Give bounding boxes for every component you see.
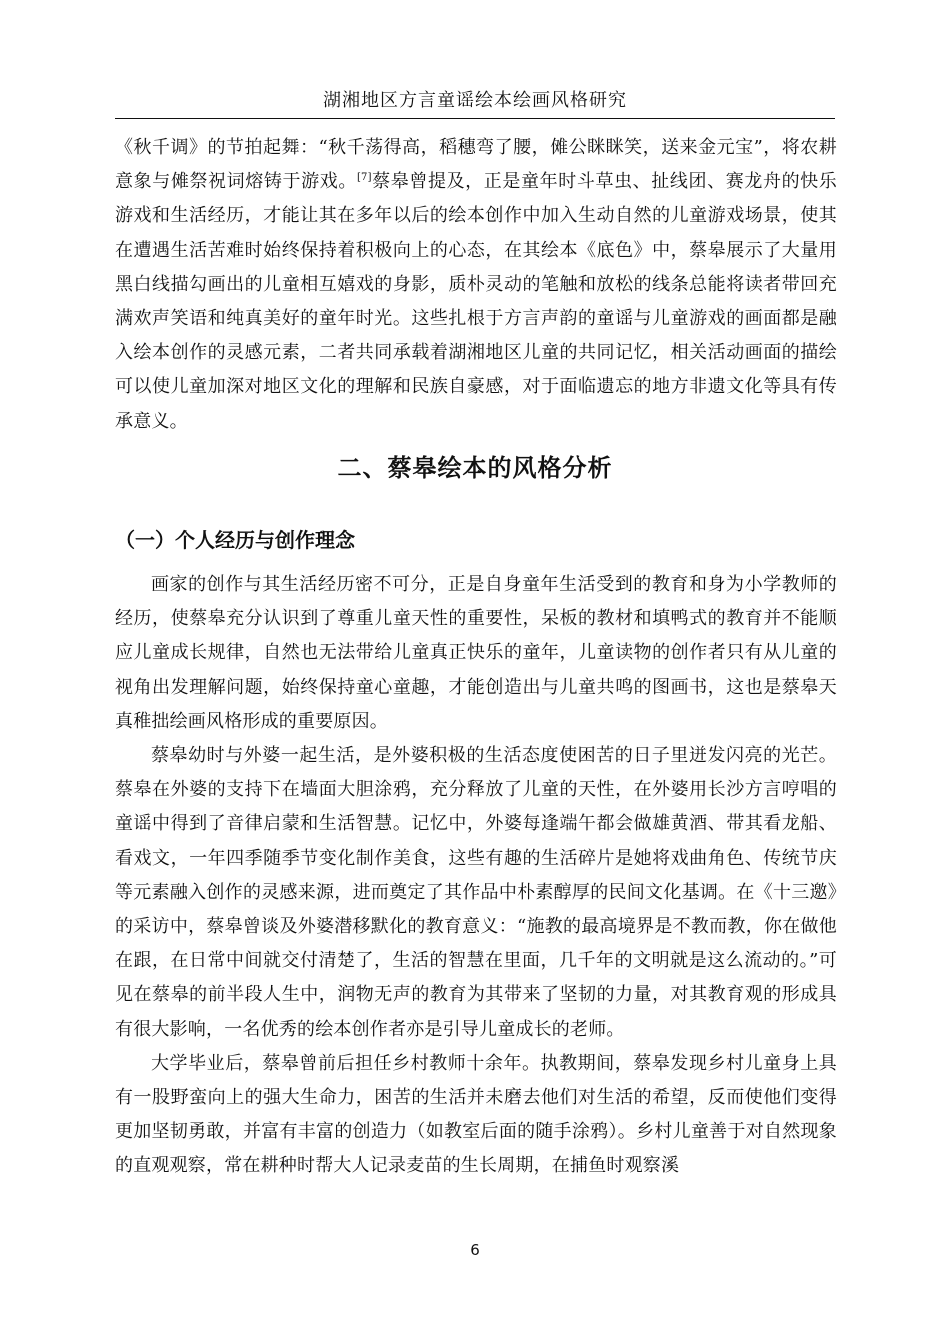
citation-marker[interactable]: [7] xyxy=(356,172,372,184)
subsection-heading: （一）个人经历与创作理念 xyxy=(115,528,355,552)
page-number: 6 xyxy=(470,1241,480,1259)
section-body xyxy=(115,568,837,1184)
intro-paragraph xyxy=(115,131,837,439)
body-paragraph: 大学毕业后，蔡皋曾前后担任乡村教师十余年。执教期间，蔡皋发现乡村儿童身上具有一股野蛮向上的强大生命力，困苦的生活并未磨去他们对生活的希望，反而使他们变得更加坚韧勇敢，并富有丰富的创造力（如教室后面的随手涂鸦）。乡村儿童善于对自然现象的直观观察，常在耕种时帮大人记录麦苗的生长周期，在捕鱼时观察溪 xyxy=(115,1052,837,1177)
header-divider xyxy=(115,118,835,119)
section-heading: 二、蔡皋绘本的风格分析 xyxy=(337,454,613,482)
body-paragraph: 画家的创作与其生活经历密不可分，正是自身童年生活受到的教育和身为小学教师的经历，使蔡皋充分认识到了尊重儿童天性的重要性，呆板的教材和填鸭式的教育并不能顺应儿童成长规律，自然也无法带给儿童真正快乐的童年，儿童读物的创作者只有从儿童的视角出发理解问题，始终保持童心童趣，才能创造出与儿童共鸣的图画书，这也是蔡皋天真稚拙绘画风格形成的重要原因。 xyxy=(115,574,837,732)
running-header: 湖湘地区方言童谣绘本绘画风格研究 xyxy=(323,90,627,111)
intro-text-part-1: 《秋千调》的节拍起舞：“秋千荡得高，稻穗弯了腰，傩公眯眯笑，送来金元宝”，将农耕意象与傩祭祝词熔铸于游戏。 xyxy=(115,137,837,193)
body-paragraph: 蔡皋幼时与外婆一起生活，是外婆积极的生活态度使困苦的日子里迸发闪亮的光芒。蔡皋在外婆的支持下在墙面大胆涂鸦，充分释放了儿童的天性，在外婆用长沙方言哼唱的童谣中得到了音律启蒙和生活智慧。记忆中，外婆每逢端午都会做雄黄酒、带其看龙船、看戏文，一年四季随季节变化制作美食，这些有趣的生活碎片是她将戏曲角色、传统节庆等元素融入创作的灵感来源，进而奠定了其作品中朴素醇厚的民间文化基调。在《十三邀》的采访中，蔡皋曾谈及外婆潜移默化的教育意义：“施教的最高境界是不教而教，你在做他在跟，在日常中间就交付清楚了，生活的智慧在里面，几千年的文明就是这么流动的。”可见在蔡皋的前半段人生中，润物无声的教育为其带来了坚韧的力量，对其教育观的形成具有很大影响，一名优秀的绘本创作者亦是引导儿童成长的老师。 xyxy=(115,745,837,1040)
intro-text-part-2: 蔡皋曾提及，正是童年时斗草虫、扯线团、赛龙舟的快乐游戏和生活经历，才能让其在多年以后的绘本创作中加入生动自然的儿童游戏场景，使其在遭遇生活苦难时始终保持着积极向上的心态，在其绘本《底色》中，蔡皋展示了大量用黑白线描勾画出的儿童相互嬉戏的身影，质朴灵动的笔触和放松的线条总能将读者带回充满欢声笑语和纯真美好的童年时光。这些扎根于方言声韵的童谣与儿童游戏的画面都是融入绘本创作的灵感元素，二者共同承载着湖湘地区儿童的共同记忆，相关活动画面的描绘可以使儿童加深对地区文化的理解和民族自豪感，对于面临遗忘的地方非遗文化等具有传承意义。 xyxy=(115,171,837,432)
